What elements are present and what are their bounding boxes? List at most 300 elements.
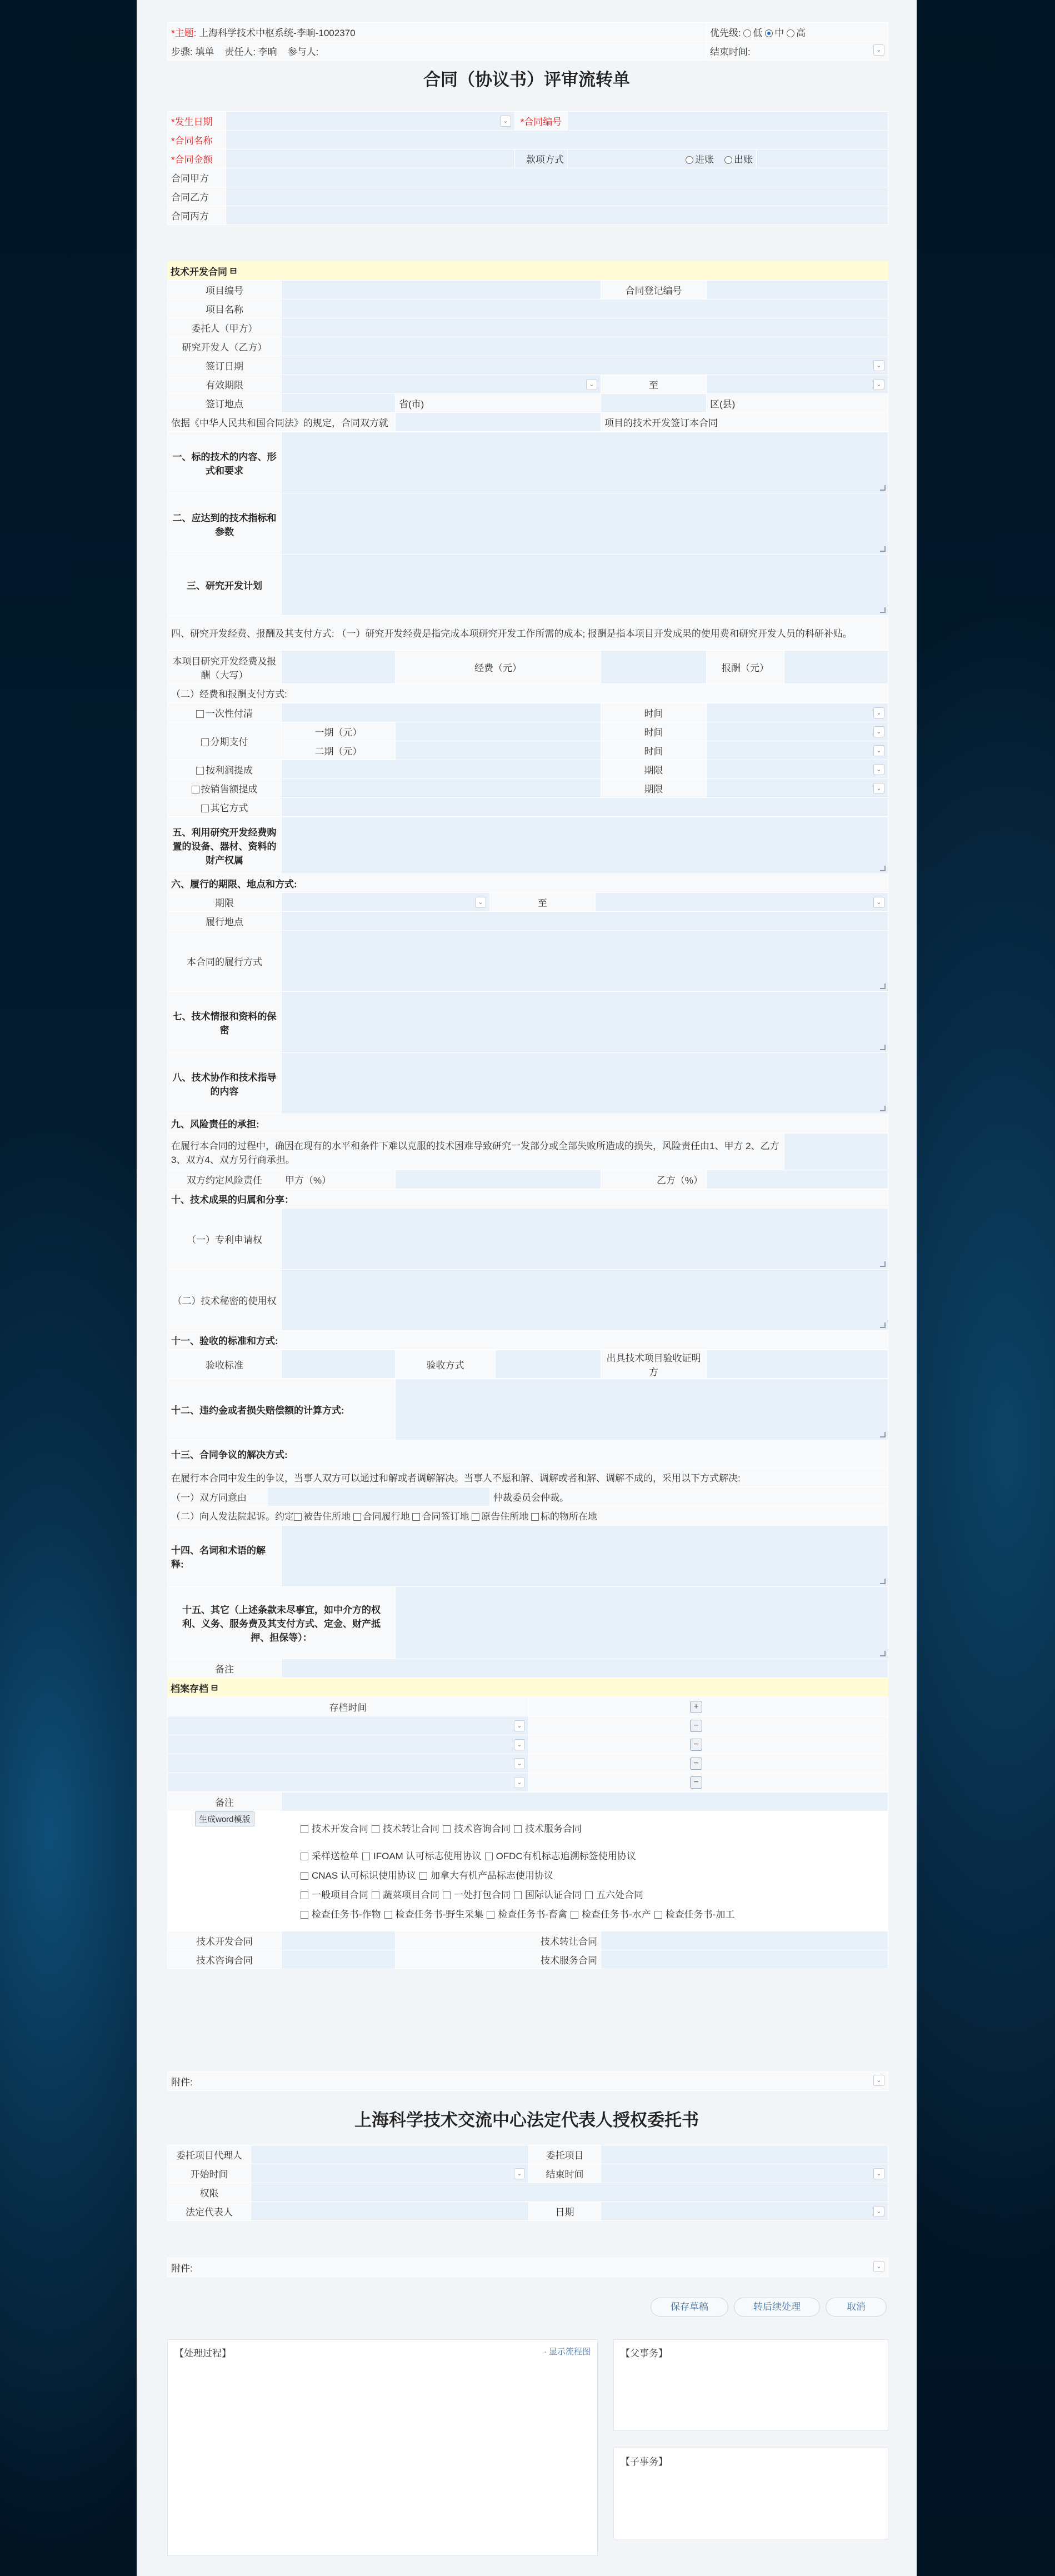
opt1-3-label: 技术服务合同 xyxy=(525,1824,582,1834)
period-end-dropdown-icon[interactable]: ⌄ xyxy=(873,897,884,908)
end-time-label: 结束时间: xyxy=(710,47,751,57)
form1-title: 合同（协议书）评审流转单 xyxy=(423,70,630,89)
owner-text: 责任人: 李晌 xyxy=(224,47,277,57)
d1-label: （一）双方同意由 xyxy=(168,1487,268,1506)
phase1-time-dropdown-icon[interactable]: ⌄ xyxy=(873,726,884,737)
opt4-1-checkbox[interactable] xyxy=(372,1891,379,1899)
party-c-input[interactable] xyxy=(226,206,888,225)
sign-date-label: 签订日期 xyxy=(168,356,282,375)
opt4-3-checkbox[interactable] xyxy=(514,1891,522,1899)
opts2-row xyxy=(301,1845,738,1865)
s9-label: 九、风险责任的承担: xyxy=(168,1114,888,1133)
pay-sales-term-dropdown-icon[interactable]: ⌄ xyxy=(873,783,884,794)
place-label: 履行地点 xyxy=(168,912,282,931)
tech-remark-label: 备注 xyxy=(168,1659,282,1678)
opt5-1-checkbox[interactable] xyxy=(384,1911,392,1919)
process-title: 【处理过程】 xyxy=(174,2348,231,2359)
opt1-1-checkbox[interactable] xyxy=(372,1825,379,1833)
attachment-box-2 xyxy=(167,2258,888,2277)
province-label: 省(市) xyxy=(396,394,601,413)
pay-other-option[interactable] xyxy=(168,798,282,817)
client-label: 委托人（甲方） xyxy=(168,318,282,337)
pay-sales-option[interactable] xyxy=(168,779,282,798)
d2-opt2-label: 合同签订地 xyxy=(422,1511,469,1522)
start-input[interactable] xyxy=(251,2164,529,2183)
valid-period-label: 有效期限 xyxy=(168,375,282,394)
s5-textarea[interactable] xyxy=(282,817,888,874)
s8-label: 八、技术协作和技术指导的内容 xyxy=(168,1053,282,1114)
attachment-label-2: 附件: xyxy=(171,2263,193,2274)
phase2-input[interactable] xyxy=(396,741,601,760)
priority-high-label: 高 xyxy=(796,28,806,38)
secret-label: （二）技术秘密的使用权 xyxy=(168,1270,282,1331)
generate-word-button[interactable]: 生成word模版 xyxy=(195,1811,254,1826)
pay-other-label: 其它方式 xyxy=(210,803,248,813)
archive-row4-time[interactable] xyxy=(168,1773,529,1792)
pay-once-time-dropdown-icon[interactable]: ⌄ xyxy=(873,707,884,718)
archive-row3-dropdown-icon[interactable]: ⌄ xyxy=(514,1758,525,1769)
opt1-3-checkbox[interactable] xyxy=(514,1825,522,1833)
patent-label: （一）专利申请权 xyxy=(168,1209,282,1270)
opt5-3-checkbox[interactable] xyxy=(571,1911,578,1919)
reg-no-label: 合同登记编号 xyxy=(601,281,707,299)
pay-profit-term-dropdown-icon[interactable]: ⌄ xyxy=(873,764,884,775)
d2-opt1-checkbox[interactable] xyxy=(353,1513,361,1521)
file-consult-label: 技术咨询合同 xyxy=(168,1950,282,1969)
project-name-label: 项目名称 xyxy=(168,299,282,318)
period-start-input[interactable] xyxy=(282,893,490,912)
d1-input[interactable] xyxy=(268,1487,490,1506)
s7-label: 七、技术情报和资料的保密 xyxy=(168,992,282,1053)
reg-no-input[interactable] xyxy=(707,281,888,299)
s11-label: 十一、验收的标准和方式: xyxy=(168,1331,888,1350)
contract-amount-label: *合同金额 xyxy=(171,154,213,165)
valid-start-input[interactable] xyxy=(282,375,601,394)
legal-label: 法定代表人 xyxy=(168,2202,251,2221)
s13-text: 在履行本合同中发生的争议，当事人双方可以通过和解或者调解解决。当事人不愿和解、调解或者和解、调解不成的，采用以下方式解决: xyxy=(168,1468,888,1487)
patent-textarea[interactable] xyxy=(282,1209,888,1270)
opts5-row xyxy=(301,1904,738,1923)
d1b-label: 仲裁委员会仲裁。 xyxy=(490,1487,888,1506)
method-textarea[interactable] xyxy=(282,931,888,992)
project-no-input[interactable] xyxy=(282,281,601,299)
district-input[interactable] xyxy=(601,394,707,413)
fund-ratio-label: 本项目研究开发经费及报酬（大写） xyxy=(168,651,282,684)
acc-cert-label: 出具技术项目验收证明方 xyxy=(601,1350,707,1379)
developer-input[interactable] xyxy=(282,337,888,356)
pay-install-checkbox[interactable] xyxy=(201,738,209,746)
archive-section-header xyxy=(167,1678,888,1697)
payment-method-label: 款项方式 xyxy=(515,149,568,168)
d2-opt0-label: 被告住所地 xyxy=(303,1511,351,1522)
child-task-panel xyxy=(613,2448,888,2539)
valid-start-dropdown-icon[interactable]: ⌄ xyxy=(586,379,597,390)
project-name-input[interactable] xyxy=(282,299,888,318)
party-a-input[interactable] xyxy=(226,168,888,187)
pay-once-input[interactable] xyxy=(282,703,601,722)
opt3-1-checkbox[interactable] xyxy=(419,1872,427,1880)
s15-textarea[interactable] xyxy=(396,1587,888,1659)
fund-input[interactable] xyxy=(601,651,707,684)
attachment-dropdown-icon-2[interactable]: ⌄ xyxy=(873,2261,884,2272)
pay-profit-term-label: 期限 xyxy=(601,760,707,779)
s15-label: 十五、其它（上述条款未尽事宜，如中介方的权利、义务、服务费及其支付方式、定金、财产抵押、担保等）： xyxy=(168,1587,396,1659)
archive-row4-delete-icon[interactable]: − xyxy=(690,1776,702,1789)
period-to-label: 至 xyxy=(490,893,596,912)
archive-remark-input[interactable] xyxy=(282,1793,888,1811)
pay-install-label: 分期支付 xyxy=(210,737,248,747)
store-time-label: 存档时间 xyxy=(168,1698,529,1716)
opt4-2-checkbox[interactable] xyxy=(443,1891,451,1899)
method-label: 本合同的履行方式 xyxy=(168,931,282,992)
file-trans-input[interactable] xyxy=(601,1931,888,1950)
party-b-input[interactable] xyxy=(226,187,888,206)
priority-label: 优先级: xyxy=(710,28,741,38)
file-service-label: 技术服务合同 xyxy=(396,1950,601,1969)
d2-opt2-checkbox[interactable] xyxy=(412,1513,420,1521)
period-label: 期限 xyxy=(168,893,282,912)
cancel-button[interactable]: 取消 xyxy=(826,2298,887,2317)
contract-no-input[interactable] xyxy=(568,112,888,131)
pay-profit-term-input[interactable] xyxy=(707,760,888,779)
start-label: 开始时间 xyxy=(168,2164,251,2183)
opts4-row xyxy=(301,1884,738,1904)
phase1-time-input[interactable] xyxy=(707,722,888,741)
pay-other-input[interactable] xyxy=(282,798,888,817)
opt1-2-checkbox[interactable] xyxy=(443,1825,451,1833)
attachment-field-1[interactable] xyxy=(168,2072,888,2091)
opt1-0-checkbox[interactable] xyxy=(301,1825,308,1833)
client-input[interactable] xyxy=(282,318,888,337)
s9-text: 在履行本合同的过程中，确因在现有的水平和条件下难以克服的技术困难导致研究一发部分或全部失败所造成的损失，风险责任由1、甲方 2、乙方3、双方4、双方另行商承担。 xyxy=(168,1134,784,1170)
end-label: 结束时间 xyxy=(529,2164,601,2183)
s2-textarea[interactable] xyxy=(282,493,888,555)
priority-mid-radio[interactable] xyxy=(765,29,773,37)
party-c-label: 合同丙方 xyxy=(168,206,226,225)
province-input[interactable] xyxy=(282,394,396,413)
parent-task-panel xyxy=(613,2339,888,2431)
party-a-pct-input[interactable] xyxy=(396,1170,601,1189)
archive-row2-dropdown-icon[interactable]: ⌄ xyxy=(514,1739,525,1750)
opt4-0-checkbox[interactable] xyxy=(301,1891,308,1899)
d2-opt3-checkbox[interactable] xyxy=(472,1513,479,1521)
period-end-input[interactable] xyxy=(596,893,888,912)
opt2-1-checkbox[interactable] xyxy=(362,1853,370,1860)
opt5-2-checkbox[interactable] xyxy=(487,1911,494,1919)
file-consult-input[interactable] xyxy=(282,1950,396,1969)
fund-ratio-input[interactable] xyxy=(282,651,396,684)
archive-remark-label: 备注 xyxy=(168,1793,282,1811)
secret-textarea[interactable] xyxy=(282,1270,888,1331)
date-dropdown-icon[interactable]: ⌄ xyxy=(873,2206,884,2217)
pay-once-label: 一次性付清 xyxy=(206,708,253,719)
s8-textarea[interactable] xyxy=(282,1053,888,1114)
pay-profit-option[interactable] xyxy=(168,760,282,779)
opt5-1-label: 检查任务书-野生采集 xyxy=(395,1909,484,1920)
d2-options xyxy=(168,1506,888,1525)
child-task-title: 【子事务】 xyxy=(621,2457,668,2467)
opt5-2-label: 检查任务书-畜禽 xyxy=(498,1909,568,1920)
show-flowchart-link[interactable]: · 显示流程图 xyxy=(543,2347,591,2357)
d2-opt0-checkbox[interactable] xyxy=(294,1513,302,1521)
archive-row4-delete-cell xyxy=(529,1773,888,1792)
acc-way-input[interactable] xyxy=(496,1350,601,1379)
acc-std-label: 验收标准 xyxy=(168,1350,282,1379)
opt5-0-label: 检查任务书-作物 xyxy=(312,1909,381,1920)
file-service-input[interactable] xyxy=(601,1950,888,1969)
archive-row3-time[interactable] xyxy=(168,1754,529,1773)
archive-row1-delete-icon[interactable]: − xyxy=(690,1720,702,1732)
s7-textarea[interactable] xyxy=(282,992,888,1053)
opts1-row xyxy=(301,1818,738,1838)
pay-install-option[interactable] xyxy=(168,722,282,760)
item-input[interactable] xyxy=(601,2145,888,2164)
opt2-2-checkbox[interactable] xyxy=(485,1853,493,1860)
occur-date-input[interactable] xyxy=(226,112,515,131)
file-dev-input[interactable] xyxy=(282,1931,396,1950)
archive-row1-delete-cell xyxy=(529,1716,888,1735)
archive-section-title: 档案存档 xyxy=(171,1683,208,1694)
archive-row4-dropdown-icon[interactable]: ⌄ xyxy=(514,1777,525,1788)
save-draft-button[interactable]: 保存草稿 xyxy=(651,2298,728,2317)
theme-label: *主题: xyxy=(171,28,197,38)
attachment-dropdown-icon-1[interactable]: ⌄ xyxy=(873,2075,884,2086)
step-info xyxy=(168,42,707,61)
end-input[interactable] xyxy=(601,2164,888,2183)
pay-once-checkbox[interactable] xyxy=(196,710,204,718)
process-panel-header xyxy=(168,2340,597,2365)
sign-date-dropdown-icon[interactable]: ⌄ xyxy=(873,360,884,371)
income-label: 进账 xyxy=(695,154,714,165)
developer-label: 研究开发人（乙方） xyxy=(168,337,282,356)
opt4-0-label: 一般项目合同 xyxy=(312,1890,368,1900)
s6-label: 六、履行的期限、地点和方式: xyxy=(168,874,888,893)
page-container xyxy=(137,0,917,2576)
opt2-1-label: IFOAM 认可标志使用协议 xyxy=(373,1851,482,1861)
opt1-0-label: 技术开发合同 xyxy=(312,1824,368,1834)
archive-collapse-icon[interactable]: ⊟ xyxy=(211,1683,218,1693)
opts3-row xyxy=(301,1865,738,1884)
tech-remark-input[interactable] xyxy=(282,1659,888,1678)
agent-label: 委托项目代理人 xyxy=(168,2145,251,2164)
payment-method-options xyxy=(568,149,757,168)
contract-name-label: *合同名称 xyxy=(171,136,213,146)
s4-text: 四、研究开发经费、报酬及其支付方式: （一）研究开发经费是指完成本项研究开发工作所需的成本; 报酬是指本项目开发成果的使用费和研究开发人员的科研补贴。 xyxy=(168,616,888,650)
s3-label: 三、研究开发计划 xyxy=(168,555,282,616)
authorization-box xyxy=(167,2145,888,2221)
header-box xyxy=(167,22,888,61)
opt1-1-label: 技术转让合同 xyxy=(383,1824,439,1834)
reward-input[interactable] xyxy=(784,651,888,684)
reward-label: 报酬（元） xyxy=(707,651,784,684)
add-row-icon[interactable]: + xyxy=(690,1701,702,1713)
item-label: 委托项目 xyxy=(529,2145,601,2164)
phase2-time-dropdown-icon[interactable]: ⌄ xyxy=(873,745,884,756)
pay-profit-checkbox[interactable] xyxy=(196,767,204,775)
acc-way-label: 验收方式 xyxy=(396,1350,496,1379)
phase2-label: 二期（元） xyxy=(282,741,396,760)
opt5-0-checkbox[interactable] xyxy=(301,1911,308,1919)
file-trans-label: 技术转让合同 xyxy=(396,1931,601,1950)
theme-value: 上海科学技术中枢系统-李晌-1002370 xyxy=(199,28,356,38)
d2-opt4-checkbox[interactable] xyxy=(531,1513,539,1521)
theme-field[interactable] xyxy=(168,23,707,42)
place-input[interactable] xyxy=(282,912,888,931)
archive-row2-delete-cell xyxy=(529,1735,888,1754)
template-options xyxy=(301,1818,738,1923)
step-text: 步骤: 填单 xyxy=(171,47,214,57)
income-radio[interactable] xyxy=(686,156,693,164)
s3-textarea[interactable] xyxy=(282,555,888,616)
archive-row2-delete-icon[interactable]: − xyxy=(690,1739,702,1751)
form2-title: 上海科学技术交流中心法定代表人授权委托书 xyxy=(354,2110,699,2130)
opt2-0-label: 采样送检单 xyxy=(312,1851,359,1861)
archive-row3-delete-cell xyxy=(529,1754,888,1773)
d2-opt4-label: 标的物所在地 xyxy=(540,1511,597,1522)
occur-date-label: *发生日期 xyxy=(171,117,213,127)
s2-label: 二、应达到的技术指标和参数 xyxy=(168,493,282,555)
pay-sales-checkbox[interactable] xyxy=(192,786,199,793)
template-options-area xyxy=(167,1811,888,1931)
expense-label: 出账 xyxy=(734,154,753,165)
occur-date-dropdown-icon[interactable]: ⌄ xyxy=(500,116,511,127)
pay-profit-input[interactable] xyxy=(282,760,601,779)
priority-field xyxy=(707,23,888,42)
contract-no-label: *合同编号 xyxy=(520,117,562,127)
project-no-label: 项目编号 xyxy=(168,281,282,299)
s12-textarea[interactable] xyxy=(396,1379,888,1440)
attachment-field-2[interactable] xyxy=(168,2258,888,2277)
pay-sales-label: 按销售额提成 xyxy=(201,784,258,795)
contract-basic-box xyxy=(167,111,888,225)
opt4-1-label: 蔬菜项目合同 xyxy=(383,1890,439,1900)
collapse-icon[interactable]: ⊟ xyxy=(229,266,237,276)
pay-sales-input[interactable] xyxy=(282,779,601,798)
s10-label: 十、技术成果的归属和分享： xyxy=(168,1190,888,1209)
pay-once-time-input[interactable] xyxy=(707,703,888,722)
basis-text: 依据《中华人民共和国合同法》的规定，合同双方就 xyxy=(168,413,396,432)
add-row-cell xyxy=(529,1698,888,1716)
start-dropdown-icon[interactable]: ⌄ xyxy=(514,2168,525,2179)
priority-high-radio[interactable] xyxy=(787,29,794,37)
s14-label: 十四、名词和术语的解释: xyxy=(168,1526,282,1587)
s14-textarea[interactable] xyxy=(282,1526,888,1587)
end-dropdown-icon[interactable]: ⌄ xyxy=(873,2168,884,2179)
s9-input[interactable] xyxy=(784,1134,888,1170)
opt1-2-label: 技术咨询合同 xyxy=(454,1824,511,1834)
pay-profit-label: 按利润提成 xyxy=(206,765,253,776)
pay-sales-term-input[interactable] xyxy=(707,779,888,798)
period-start-dropdown-icon[interactable]: ⌄ xyxy=(475,897,486,908)
opt2-0-checkbox[interactable] xyxy=(301,1853,308,1860)
date-input[interactable] xyxy=(601,2202,888,2221)
risk-share-label: 双方约定风险责任 xyxy=(168,1170,282,1189)
s1-textarea[interactable] xyxy=(282,432,888,493)
d2-opt3-label: 原告住所地 xyxy=(481,1511,529,1522)
participants-text: 参与人: xyxy=(287,47,319,57)
end-time-field[interactable] xyxy=(707,42,888,61)
priority-low-label: 低 xyxy=(753,28,763,38)
priority-low-radio[interactable] xyxy=(743,29,751,37)
pay-other-checkbox[interactable] xyxy=(201,805,209,812)
expense-radio[interactable] xyxy=(724,156,732,164)
party-b-pct-label: 乙方（%） xyxy=(601,1170,707,1189)
d2-opt1-label: 合同履行地 xyxy=(362,1511,410,1522)
s12-label: 十二、违约金或者损失赔偿额的计算方式: xyxy=(168,1379,396,1440)
end-time-dropdown-icon[interactable]: ⌄ xyxy=(873,44,884,56)
phase2-time-input[interactable] xyxy=(707,741,888,760)
sign-place-label: 签订地点 xyxy=(168,394,282,413)
s5-label: 五、利用研究开发经费购置的设备、器材、资料的财产权属 xyxy=(168,817,282,874)
contract-name-input[interactable] xyxy=(226,131,888,149)
legal-input[interactable] xyxy=(251,2202,529,2221)
pay-way-label: （二）经费和报酬支付方式: xyxy=(168,684,888,703)
district-label: 区(县) xyxy=(707,394,888,413)
date-label: 日期 xyxy=(529,2202,601,2221)
phase1-time-label: 时间 xyxy=(601,722,707,741)
submit-button[interactable]: 转后续处理 xyxy=(734,2298,820,2317)
valid-to-label: 至 xyxy=(601,375,707,394)
opt4-3-label: 国际认证合同 xyxy=(525,1890,582,1900)
process-panel xyxy=(167,2339,598,2556)
s13-label: 十三、合同争议的解决方式: xyxy=(168,1440,888,1468)
opt5-4-checkbox[interactable] xyxy=(654,1911,662,1919)
sign-date-input[interactable] xyxy=(282,356,888,375)
fund-label: 经费（元） xyxy=(396,651,601,684)
pay-once-time-label: 时间 xyxy=(601,703,707,722)
party-b-label: 合同乙方 xyxy=(168,187,226,206)
opt5-3-label: 检查任务书-水产 xyxy=(582,1909,651,1920)
acc-std-input[interactable] xyxy=(282,1350,396,1379)
basis-text-2: 项目的技术开发签订本合同 xyxy=(601,413,888,432)
payment-extra xyxy=(757,149,888,168)
agent-input[interactable] xyxy=(251,2145,529,2164)
acc-cert-input[interactable] xyxy=(707,1350,888,1379)
opt2-2-label: OFDC有机标志追溯标签使用协议 xyxy=(496,1851,636,1861)
opt3-0-checkbox[interactable] xyxy=(301,1872,308,1880)
archive-row2-time[interactable] xyxy=(168,1735,529,1754)
basis-input[interactable] xyxy=(396,413,601,432)
archive-row1-dropdown-icon[interactable]: ⌄ xyxy=(514,1720,525,1731)
file-dev-label: 技术开发合同 xyxy=(168,1931,282,1950)
archive-row3-delete-icon[interactable]: − xyxy=(690,1758,702,1770)
opt3-1-label: 加拿大有机产品标志使用协议 xyxy=(430,1870,553,1881)
auth-input[interactable] xyxy=(251,2183,888,2202)
opt3-0-label: CNAS 认可标识使用协议 xyxy=(312,1870,416,1881)
opt4-2-label: 一处打包合同 xyxy=(454,1890,511,1900)
pay-once-option[interactable] xyxy=(168,703,282,722)
opt5-4-label: 检查任务书-加工 xyxy=(665,1909,735,1920)
valid-end-dropdown-icon[interactable]: ⌄ xyxy=(873,379,884,390)
contract-amount-input[interactable] xyxy=(226,149,515,168)
opt4-4-label: 五六处合同 xyxy=(596,1890,643,1900)
archive-row1-time[interactable] xyxy=(168,1716,529,1735)
priority-mid-label: 中 xyxy=(774,28,784,38)
phase1-label: 一期（元） xyxy=(282,722,396,741)
party-a-label: 合同甲方 xyxy=(168,168,226,187)
tech-section-title: 技术开发合同 xyxy=(171,266,227,277)
attachment-label-1: 附件: xyxy=(171,2077,193,2088)
phase2-time-label: 时间 xyxy=(601,741,707,760)
phase1-input[interactable] xyxy=(396,722,601,741)
party-b-pct-input[interactable] xyxy=(707,1170,888,1189)
party-a-pct-label: 甲方（%） xyxy=(282,1170,396,1189)
opt4-4-checkbox[interactable] xyxy=(585,1891,593,1899)
pay-sales-term-label: 期限 xyxy=(601,779,707,798)
attachment-box-1 xyxy=(167,2071,888,2091)
valid-end-input[interactable] xyxy=(707,375,888,394)
tech-section-header xyxy=(167,261,888,280)
